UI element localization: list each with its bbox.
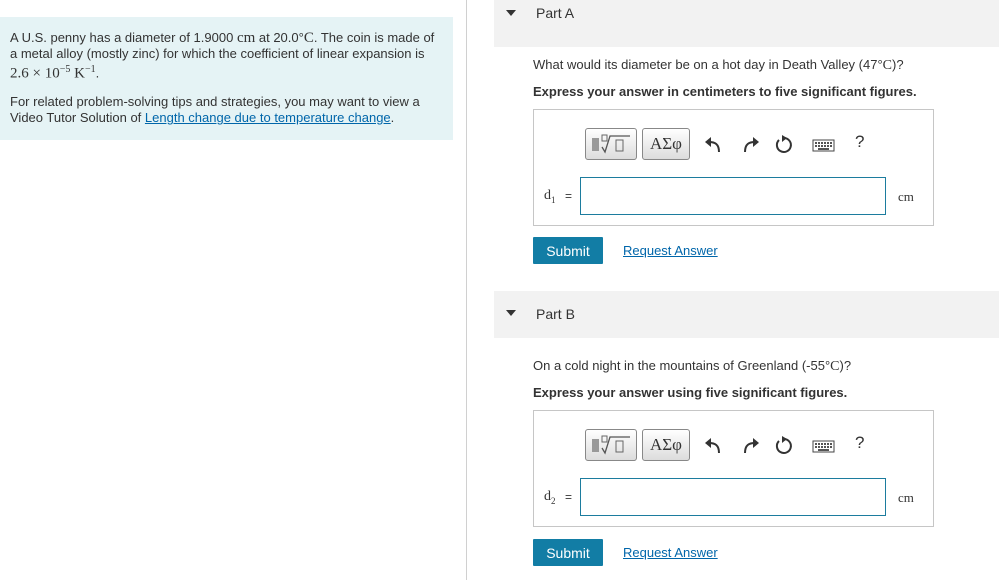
unit-kelvin: K — [74, 65, 85, 82]
problem-intro — [10, 30, 443, 81]
keyboard-icon[interactable] — [811, 134, 837, 156]
degree-sign: ° — [824, 358, 831, 373]
unit-label: cm — [898, 490, 914, 505]
period: . — [95, 65, 100, 81]
tip-paragraph — [10, 94, 443, 126]
part-b-question — [533, 358, 851, 375]
part-b-title: Part B — [536, 306, 575, 322]
intro-text: A U.S. penny has a diameter of 1.9000 — [10, 30, 237, 45]
reset-icon[interactable] — [773, 134, 795, 156]
column-divider — [466, 0, 467, 580]
part-a-question — [533, 57, 904, 74]
submit-button-part-a[interactable]: Submit — [533, 237, 603, 264]
reset-icon[interactable] — [773, 435, 795, 457]
help-icon[interactable]: ? — [855, 433, 865, 452]
templates-button[interactable] — [585, 429, 637, 461]
unit-cm: cm — [236, 30, 256, 46]
question-end: )? — [892, 57, 904, 72]
part-a-title: Part A — [536, 5, 575, 21]
math-toolbar — [585, 429, 885, 463]
part-b-answer-box — [533, 410, 934, 527]
variable-base: d — [544, 188, 551, 203]
answer-input-d2[interactable] — [580, 478, 886, 516]
redo-icon[interactable] — [739, 134, 761, 156]
tip-text: For related problem-solving tips and strategies, you may want to view a Video Tutor Solution of — [10, 94, 420, 126]
greek-letters-button[interactable]: ΑΣφ — [642, 429, 690, 461]
part-b-instruction: Express your answer using five significant figures. — [533, 385, 848, 400]
question-text: On a cold night in the mountains of Greenland (-55 — [533, 358, 825, 373]
coefficient-exponent: −5 — [59, 64, 71, 75]
kelvin-exponent: −1 — [84, 64, 96, 75]
degree-sign: ° — [298, 30, 304, 45]
request-answer-link-part-a[interactable]: Request Answer — [623, 243, 718, 258]
degree-sign: ° — [877, 57, 883, 72]
variable-subscript: 1 — [551, 194, 556, 205]
variable-subscript: 2 — [551, 495, 556, 506]
question-end: )? — [839, 358, 852, 373]
unit-celsius: C — [830, 359, 840, 374]
submit-button-part-b[interactable]: Submit — [533, 539, 603, 566]
part-a-header[interactable] — [494, 0, 999, 47]
answer-input-d1[interactable] — [580, 177, 886, 215]
unit-celsius: C — [303, 30, 314, 46]
math-toolbar — [585, 128, 885, 162]
collapse-triangle-icon[interactable] — [506, 310, 516, 316]
equals-sign: = — [565, 490, 573, 504]
templates-icon — [586, 430, 636, 460]
unit-celsius: C — [882, 58, 892, 73]
undo-icon[interactable] — [703, 134, 725, 156]
tip-end: . — [390, 110, 395, 126]
intro-text-2: . The coin is made of a metal alloy (mostly zinc) for which the coefficient of linear expansion is — [10, 30, 435, 61]
intro-temp: at 20.0 — [255, 30, 299, 45]
part-a-instruction: Express your answer in centimeters to five significant figures. — [533, 84, 917, 99]
part-a-answer-box — [533, 109, 934, 226]
request-answer-link-part-b[interactable]: Request Answer — [623, 545, 718, 560]
help-icon[interactable]: ? — [855, 132, 865, 151]
variable-base: d — [544, 489, 551, 504]
problem-statement — [0, 17, 453, 140]
templates-icon — [586, 129, 636, 159]
greek-letters-button[interactable]: ΑΣφ — [642, 128, 690, 160]
collapse-triangle-icon[interactable] — [506, 10, 516, 16]
keyboard-icon[interactable] — [811, 435, 837, 457]
undo-icon[interactable] — [703, 435, 725, 457]
question-text: What would its diameter be on a hot day in Death Valley (47 — [533, 57, 878, 72]
equals-sign: = — [565, 189, 573, 203]
part-b-header[interactable] — [494, 291, 999, 338]
coefficient-mantissa: 2.6 × 10 — [10, 65, 60, 82]
video-tutor-link[interactable]: Length change due to temperature change — [144, 110, 391, 126]
redo-icon[interactable] — [739, 435, 761, 457]
unit-label: cm — [898, 189, 914, 204]
templates-button[interactable] — [585, 128, 637, 160]
